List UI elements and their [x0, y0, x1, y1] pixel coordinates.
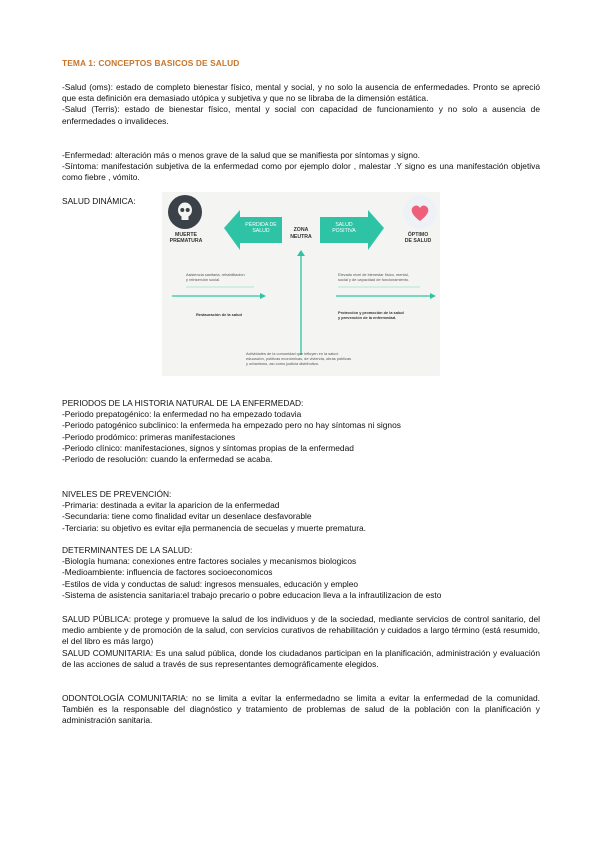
- page-title: TEMA 1: CONCEPTOS BASICOS DE SALUD: [62, 58, 240, 68]
- optimo-line-2: DE SALUD: [404, 238, 432, 245]
- actividades-text: [246, 351, 376, 367]
- bienestar-line-2: social y de capacidad de funcionamiento.: [338, 277, 410, 283]
- bienestar-line-1: Elevado nivel de bienestar físico, mental,: [338, 272, 409, 277]
- enfermedad-definition: -Enfermedad: alteración más o menos grave de la salud que se manifiesta por síntomas y signo.: [62, 150, 420, 160]
- determinante-item: -Biología humana: conexiones entre factores sociales y mecanismos biologicos: [62, 556, 357, 567]
- periodo-item: -Periodo prodómico: primeras manifestaciones: [62, 431, 236, 442]
- salud-dinamica-diagram: [162, 192, 440, 376]
- sintoma-definition: -Síntoma: manifestación subjetiva de la enfermedad como por ejemplo dolor , malestar .Y signo es una manifestación objetiva como fiebre , vómito.: [62, 161, 540, 183]
- positiva-line-2: POSITIVA: [332, 228, 356, 235]
- determinante-item: -Sistema de asistencia sanitaria:el trabajo precario o pobre educacion lleva a la infrautilizacion de esto: [62, 589, 442, 600]
- enfermedad-block: [62, 150, 540, 184]
- odontologia-block: [62, 693, 540, 727]
- optimo-salud-label: [398, 232, 438, 245]
- periodo-item: -Periodo clínico: manifestaciones, signos y síntomas propias de la enfermedad: [62, 442, 354, 453]
- restauracion-text: Restauración de la salud: [196, 312, 242, 317]
- nivel-item: -Primaria: destinada a evitar la aparicion de la enfermedad: [62, 500, 280, 511]
- determinantes-heading: DETERMINANTES DE LA SALUD:: [62, 545, 193, 555]
- salud-publica-block: [62, 614, 540, 670]
- asistencia-line-1: Asistencia sanitaria, rehabilitación: [186, 272, 245, 277]
- muerte-line-1: MUERTE: [175, 232, 197, 238]
- proteccion-line-2: y prevención de la enfermedad.: [338, 315, 397, 321]
- salud-publica-text: SALUD PÚBLICA: protege y promueve la salud de los individuos y de la sociedad, mediante servicios de control sanitario, del medio ambiente y de promoción de la salud, con servicios curativos de rehabilitación y cuidados a largo término (está resumido, el del libro es más largo): [62, 614, 540, 647]
- asistencia-line-2: y reinserción social.: [186, 277, 221, 283]
- salud-dinamica-label: SALUD DINÁMICA:: [62, 196, 136, 206]
- periodos-section: [62, 398, 540, 465]
- nivel-item: -Secundaria: tiene como finalidad evitar un desenlace desfavorable: [62, 511, 312, 522]
- nivel-item: -Terciaria: su objetivo es evitar ejla permanencia de secuelas y muerte prematura.: [62, 522, 366, 533]
- niveles-section: [62, 489, 540, 534]
- actividades-line-1: Actividades de la comunidad que influyen en la salud:: [246, 351, 339, 356]
- optimo-line-1: ÓPTIMO: [407, 232, 429, 238]
- perdida-salud-label: [240, 222, 282, 235]
- periodos-heading: PERIODOS DE LA HISTORIA NATURAL DE LA ENFERMEDAD:: [62, 398, 304, 408]
- proteccion-line-1: Protección y promoción de la salud: [338, 310, 404, 315]
- zona-neutra-label: [282, 227, 320, 240]
- salud-positiva-label: [322, 222, 366, 235]
- determinante-item: -Estilos de vida y conductas de salud: ingresos mensuales, educación y empleo: [62, 578, 359, 589]
- salud-comunitaria-text: SALUD COMUNITARIA: Es una salud pública, donde los ciudadanos participan en la planificación, administración y evaluación de las acciones de salud a través de sus representantes demográficamente elegidos.: [62, 647, 540, 669]
- actividades-line-3: y urbanismo, así como justicia distributiva.: [246, 361, 319, 367]
- determinante-item: -Medioambiente: influencia de factores socioeconomicos: [62, 567, 273, 578]
- niveles-heading: NIVELES DE PREVENCIÓN:: [62, 489, 172, 499]
- salud-terris-definition: -Salud (Terris): estado de bienestar físico, mental y social con capacidad de funcionamiento y no solo a ausencia de enfermedades o invalideces.: [62, 104, 540, 126]
- actividades-line-2: educación, políticas económicas, de vivienda, obras públicas: [246, 356, 352, 362]
- definitions-block: [62, 82, 540, 127]
- determinantes-section: [62, 545, 540, 601]
- muerte-prematura-label: [166, 232, 206, 245]
- zona-line-1: ZONA: [293, 227, 309, 233]
- muerte-line-2: PREMATURA: [169, 238, 203, 245]
- periodo-item: -Periodo patogénico subclinico: la enfermeda ha empezado pero no hay síntomas ni signos: [62, 420, 401, 431]
- periodo-item: -Periodo prepatogénico: la enfermedad no ha empezado todavia: [62, 409, 302, 420]
- odontologia-text: ODONTOLOGÍA COMUNITARIA: no se limita a evitar la enfermedadno se limita a evitar la enfermedad de la comunidad. También es la responsable del diagnóstico y tratamiento de problemas de salud de la población con la planificación y administración sanitaria.: [62, 693, 540, 726]
- perdida-line-1: PÉRDIDA DE: [245, 222, 277, 228]
- salud-oms-definition: -Salud (oms): estado de completo bienestar físico, mental y social, y no solo la ausencia de enfermedades. Pronto se apreció que esta definición era demasiado utópica y subjetiva y que no se libraba de la dimensión estática.: [62, 82, 540, 104]
- positiva-line-1: SALUD: [335, 222, 353, 228]
- asistencia-text: [186, 272, 276, 282]
- zona-line-2: NEUTRA: [290, 233, 312, 240]
- diagram-graphics: [162, 192, 440, 376]
- proteccion-text: [338, 310, 438, 320]
- perdida-line-2: SALUD: [252, 228, 270, 235]
- periodo-item: -Periodo de resolución: cuando la enfermedad se acaba.: [62, 454, 273, 465]
- bienestar-text: [338, 272, 438, 282]
